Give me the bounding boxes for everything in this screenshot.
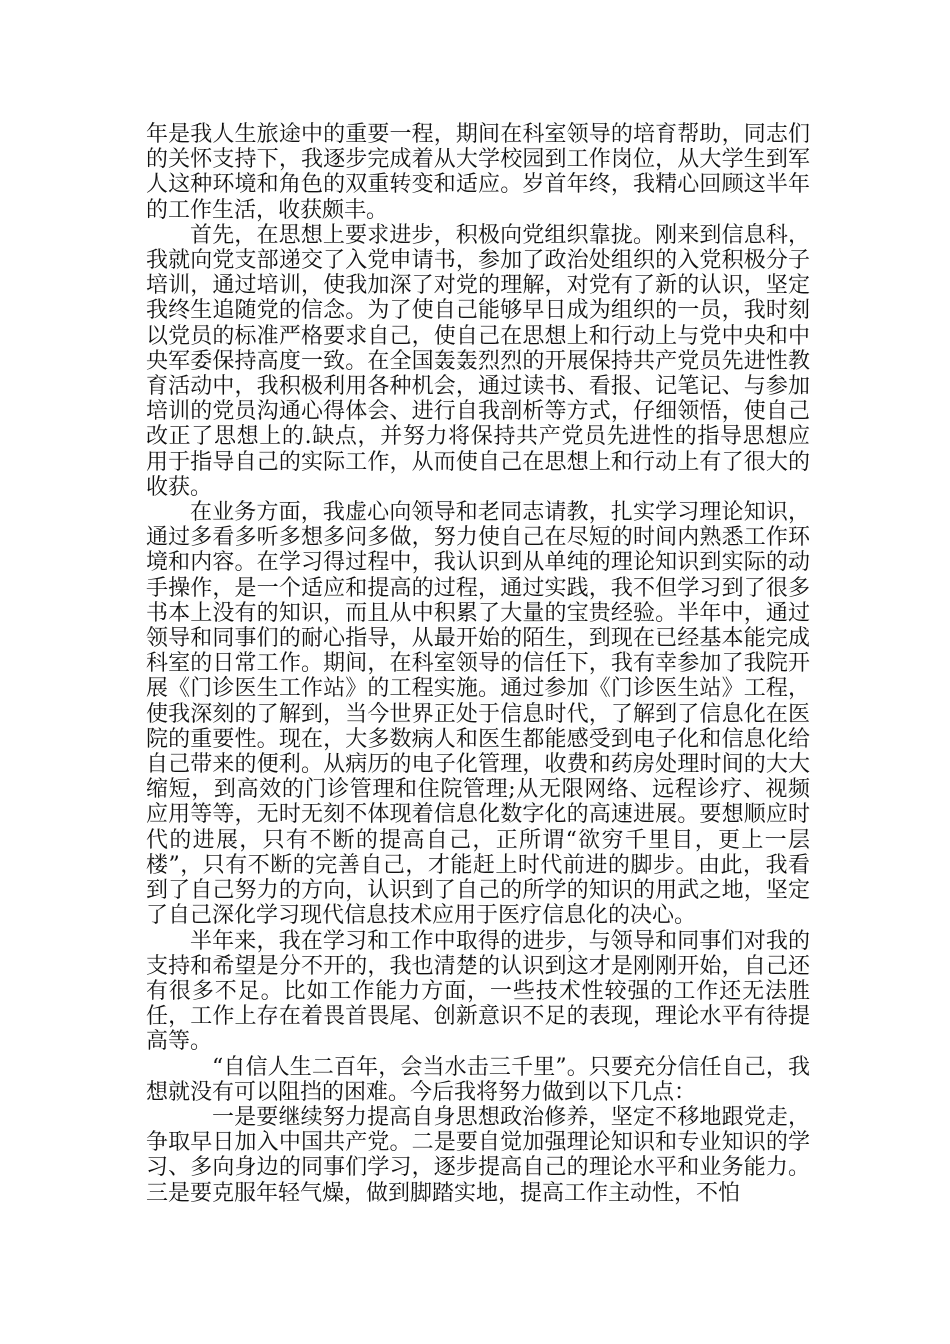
paragraph-business: 在业务方面，我虚心向领导和老同志请教，扎实学习理论知识，通过多看多听多想多问多做，努力使自己在尽短的时间内熟悉工作环境和内容。在学习得过程中，我认识到从单纯的理论知识到实际的动手操作，是一个适应和提高的过程，通过实践，我不但学习到了很多书本上没有的知识，而且从中积累了大量的宝贵经验。半年中，通过领导和同事们的耐心指导，从最开始的陌生，到现在已经基本能完成科室的日常工作。期间，在科室领导的信任下，我有幸参加了我院开展《门诊医生工作站》的工程实施。通过参加《门诊医生站》工程，使我深刻的了解到，当今世界正处于信息时代，了解到了信息化在医院的重要性。现在，大多数病人和医生都能感受到电子化和信息化给自己带来的便利。从病历的电子化管理，收费和药房处理时间的大大缩短，到高效的门诊管理和住院管理;从无限网络、远程诊疗、视频应用等等，无时无刻不体现着信息化数字化的高速进展。要想顺应时代的进展，只有不断的提高自己，正所谓“欲穷千里目，更上一层楼”，只有不断的完善自己，才能赶上时代前进的脚步。由此，我看到了自己努力的方向，认识到了自己的所学的知识的用武之地，坚定了自己深化学习现代信息技术应用于医疗信息化的决心。: [146, 500, 810, 929]
paragraph-intro: 年是我人生旅途中的重要一程，期间在科室领导的培育帮助，同志们的关怀支持下，我逐步完成着从大学校园到工作岗位，从大学生到军人这种环境和角色的双重转变和适应。岁首年终，我精心回顾这半年的工作生活，收获颇丰。: [146, 122, 810, 223]
paragraph-ideology: 首先，在思想上要求进步，积极向党组织靠拢。刚来到信息科，我就向党支部递交了入党申请书，参加了政治处组织的入党积极分子培训，通过培训，使我加深了对党的理解，对党有了新的认识，坚定我终生追随党的信念。为了使自己能够早日成为组织的一员，我时刻以党员的标准严格要求自己，使自己在思想上和行动上与党中央和中央军委保持高度一致。在全国轰轰烈烈的开展保持共产党员先进性教育活动中，我积极利用各种机会，通过读书、看报、记笔记、与参加培训的党员沟通心得体会、进行自我剖析等方式，仔细领悟，使自己改正了思想上的.缺点，并努力将保持共产党员先进性的指导思想应用于指导自己的实际工作，从而使自己在思想上和行动上有了很大的收获。: [146, 222, 810, 500]
paragraph-quote: “自信人生二百年，会当水击三千里”。只要充分信任自己，我想就没有可以阻挡的困难。今后我将努力做到以下几点：: [146, 1054, 810, 1105]
paragraph-plans: 一是要继续努力提高自身思想政治修养，坚定不移地跟党走，争取早日加入中国共产党。二是要自觉加强理论知识和专业知识的学习、多向身边的同事们学习，逐步提高自己的理论水平和业务能力。三是要克服年轻气燥，做到脚踏实地，提高工作主动性，不怕: [146, 1104, 810, 1206]
document-body: [146, 122, 810, 1206]
paragraph-shortcomings: 半年来，我在学习和工作中取得的进步，与领导和同事们对我的支持和希望是分不开的，我也清楚的认识到这才是刚刚开始，自己还有很多不足。比如工作能力方面，一些技术性较强的工作还无法胜任，工作上存在着畏首畏尾、创新意识不足的表现，理论水平有待提高等。: [146, 928, 810, 1055]
